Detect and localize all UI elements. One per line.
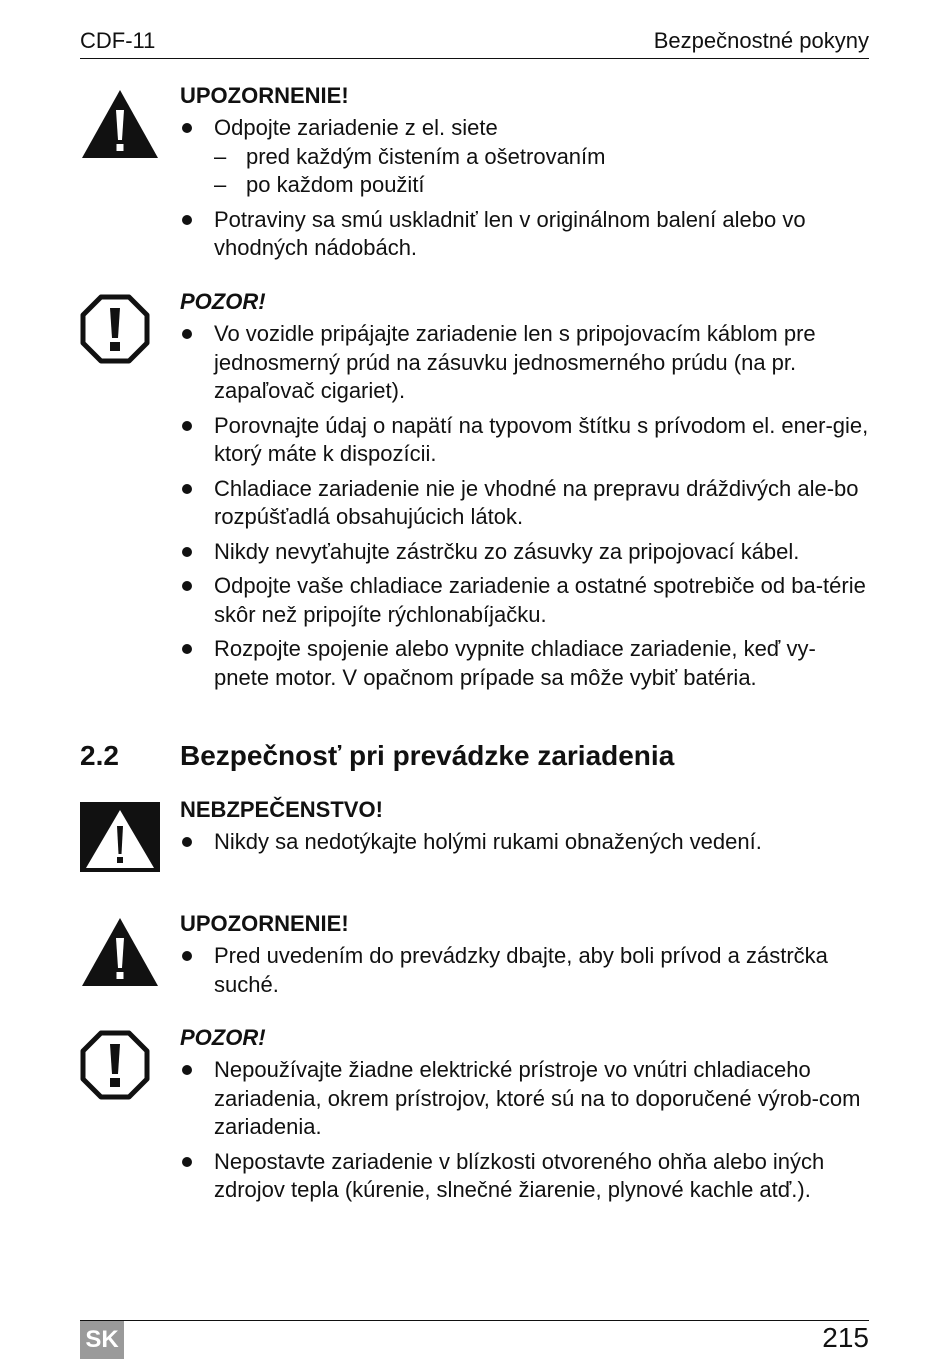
warning-triangle-icon <box>80 916 160 988</box>
block-heading: UPOZORNENIE! <box>180 911 349 936</box>
page-header <box>80 28 869 59</box>
list-item: Nikdy nevyťahujte zástrčku zo zásuvky za pripojovací kábel. <box>180 538 869 567</box>
list-item: Nepostavte zariadenie v blízkosti otvoreného ohňa alebo iných zdrojov tepla (kúrenie, slnečné žiarenie, plynové kachle atď.). <box>180 1148 869 1205</box>
section-number: 2.2 <box>80 740 119 771</box>
bullet-list <box>180 828 869 857</box>
list-item: Rozpojte spojenie alebo vypnite chladiace zariadenie, keď vy-pnete motor. V opačnom prípade sa môže vybiť batéria. <box>180 635 869 692</box>
model-label: CDF-11 <box>80 28 156 53</box>
sub-list <box>214 143 869 200</box>
list-item: Odpojte zariadenie z el. siete – pred každým čistením a ošetrovaním – po každom použití <box>180 114 869 200</box>
list-item: Nikdy sa nedotýkajte holými rukami obnažených vedení. <box>180 828 869 857</box>
block-heading: NEBZPEČENSTVO! <box>180 797 383 822</box>
list-item: Odpojte vaše chladiace zariadenie a ostatné spotrebiče od ba-térie skôr než pripojíte rýchlonabíjačku. <box>180 572 869 629</box>
sub-list-item: – po každom použití <box>214 171 869 200</box>
sub-list-item: – pred každým čistením a ošetrovaním <box>214 143 869 172</box>
footer-divider <box>80 1320 869 1321</box>
page-number: 215 <box>822 1322 869 1353</box>
bullet-list <box>180 320 869 692</box>
block-heading: UPOZORNENIE! <box>180 83 349 108</box>
chapter-title: Bezpečnostné pokyny <box>653 28 869 53</box>
bullet-list <box>180 1056 869 1205</box>
list-item: Chladiace zariadenie nie je vhodné na prepravu dráždivých ale-bo rozpúšťadlá obsahujúcich látok. <box>180 475 869 532</box>
list-item: Nepoužívajte žiadne elektrické prístroje vo vnútri chladiaceho zariadenia, okrem prístrojov, ktoré sú na to doporučené výrob-com zariadenia. <box>180 1056 869 1142</box>
list-item: Porovnajte údaj o napätí na typovom štítku s prívodom el. ener-gie, ktorý máte k dispozícii. <box>180 412 869 469</box>
block-heading: POZOR! <box>180 1025 266 1050</box>
caution-octagon-icon <box>80 1030 150 1100</box>
bullet-list <box>180 942 869 999</box>
bullet-list <box>180 114 869 263</box>
list-item: Potraviny sa smú uskladniť len v originálnom balení alebo vo vhodných nádobách. <box>180 206 869 263</box>
caution-octagon-icon <box>80 294 150 364</box>
block-heading: POZOR! <box>180 289 266 314</box>
warning-triangle-icon <box>80 88 160 160</box>
list-item: Vo vozidle pripájajte zariadenie len s pripojovacím káblom pre jednosmerný prúd na zásuvku jednosmerného prúdu (na pr. zapaľovač cigariet). <box>180 320 869 406</box>
list-item: Pred uvedením do prevádzky dbajte, aby boli prívod a zástrčka suché. <box>180 942 869 999</box>
language-badge: SK <box>80 1321 124 1359</box>
danger-triangle-icon <box>80 802 160 872</box>
section-title: Bezpečnosť pri prevádzke zariadenia <box>180 740 675 771</box>
